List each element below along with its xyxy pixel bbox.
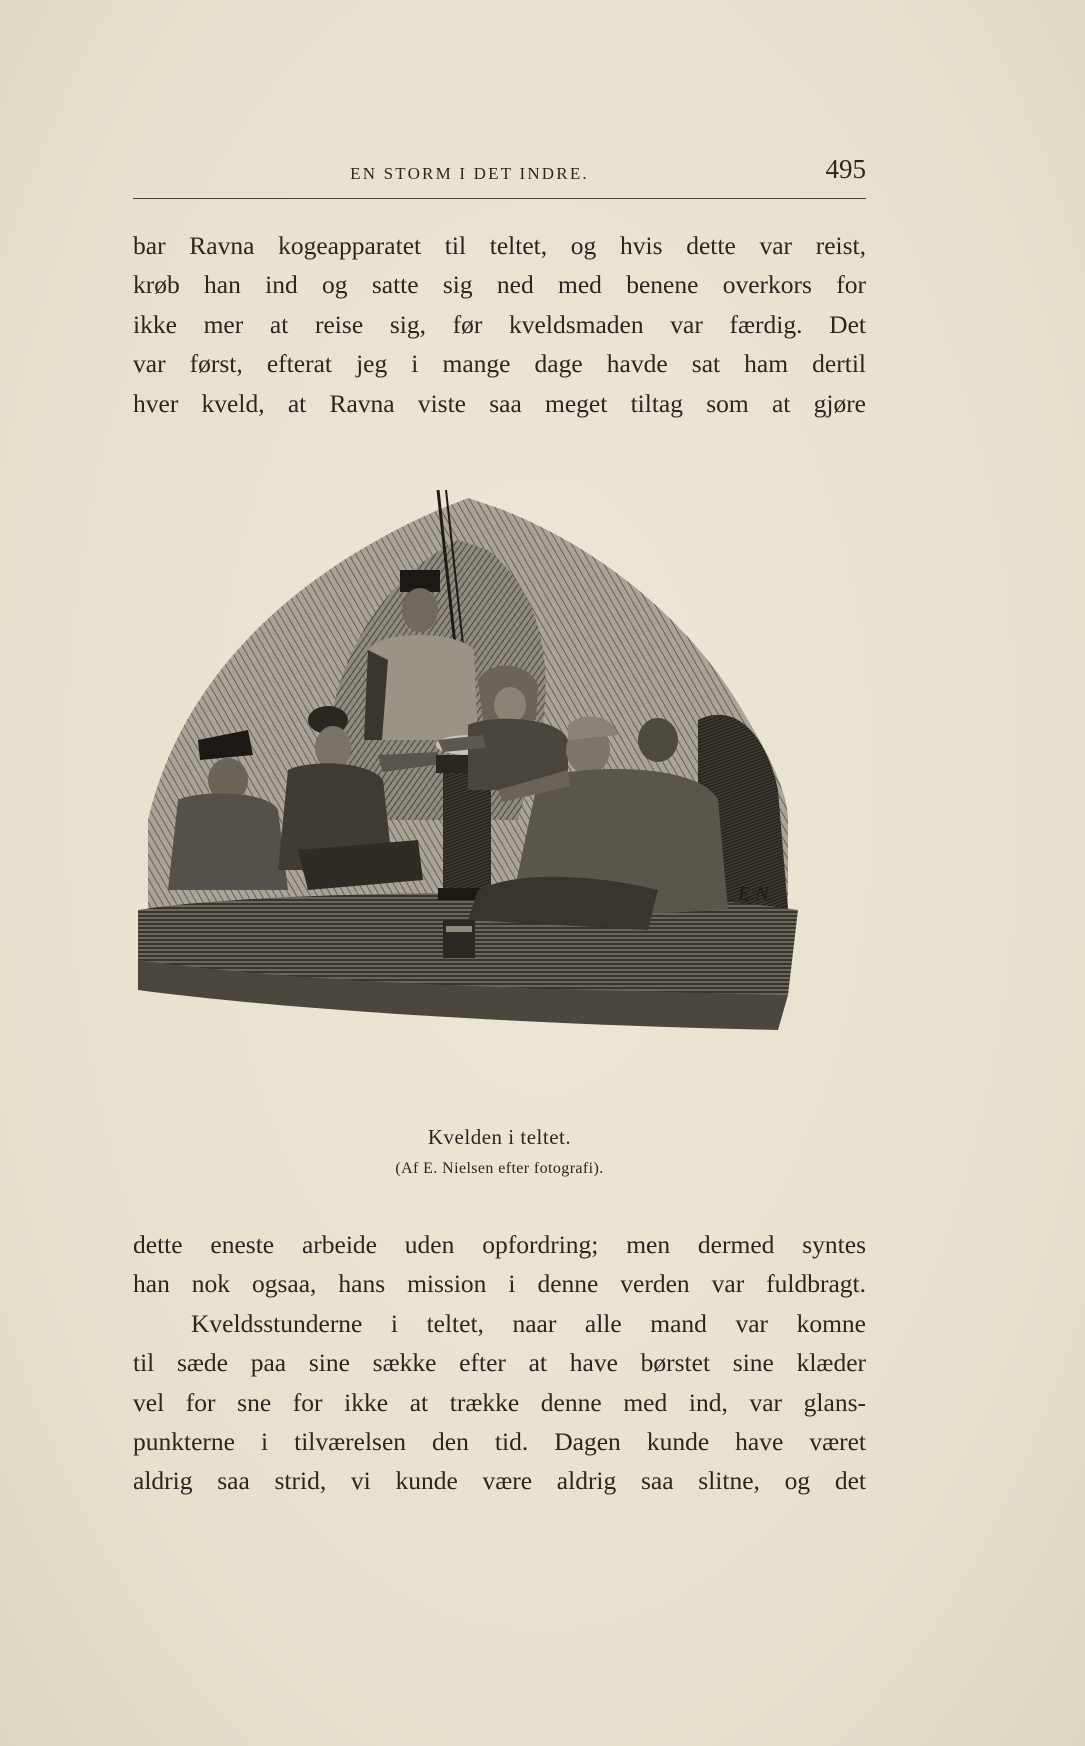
text-line: hver kveld, at Ravna viste saa meget tiltag som at gjøre (133, 388, 866, 418)
paragraph-bottom (133, 1225, 866, 1501)
text-line: aldrig saa strid, vi kunde være aldrig saa slitne, og det (133, 1466, 866, 1496)
paragraph-top (133, 226, 866, 423)
text-line: vel for sne for ikke at trække denne med ind, var glans- (133, 1387, 866, 1417)
text-line: ikke mer at reise sig, før kveldsmaden var færdig. Det (133, 309, 866, 339)
text-line: krøb han ind og satte sig ned med benene overkors for (133, 270, 866, 300)
artist-signature: E.N. (738, 883, 774, 905)
figure-credit: (Af E. Nielsen efter fotografi). (395, 1160, 604, 1177)
text-line: var først, efterat jeg i mange dage havde sat ham dertil (133, 349, 866, 379)
page-number: 495 (825, 154, 866, 184)
text-line: til sæde paa sine sække efter at have børstet sine klæder (133, 1348, 866, 1378)
text-line: Kveldsstunderne i teltet, naar alle mand var komne (191, 1308, 866, 1338)
running-title: EN STORM I DET INDRE. (350, 164, 589, 183)
text-line: dette eneste arbeide uden opfordring; men dermed syntes (133, 1230, 866, 1259)
figure-caption: Kvelden i teltet. (427, 1125, 572, 1149)
page-header (133, 154, 866, 199)
text-line: bar Ravna kogeapparatet til teltet, og hvis dette var reist, (133, 231, 866, 260)
floor-pot (443, 920, 475, 958)
tent-illustration (138, 490, 858, 1095)
text-line: punkterne i tilværelsen den tid. Dagen kunde have været (133, 1427, 866, 1457)
text-line: han nok ogsaa, hans mission i denne verden var fuldbragt. (133, 1269, 866, 1299)
